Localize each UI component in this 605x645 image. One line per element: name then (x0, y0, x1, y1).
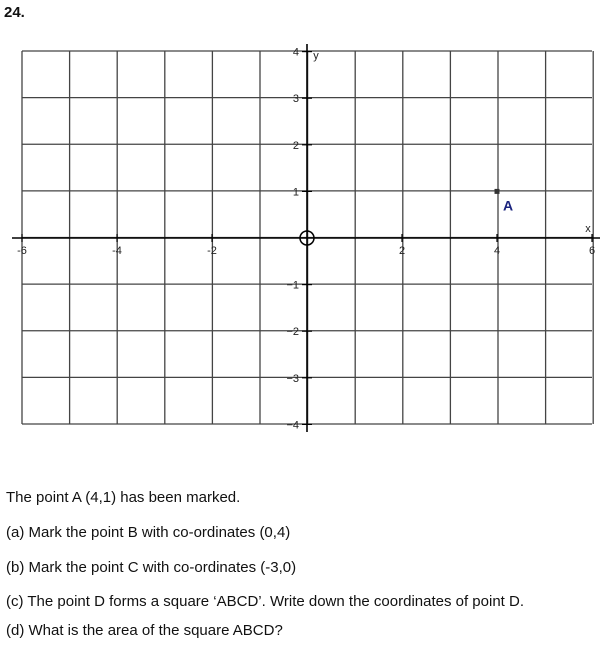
y-tick-label: 3 (292, 93, 299, 106)
x-tick-label: -4 (112, 245, 122, 257)
y-tick-label: −1 (286, 279, 299, 292)
x-tick-label: -6 (17, 245, 27, 257)
y-tick-label: 2 (292, 139, 299, 152)
question-number: 24. (4, 4, 25, 21)
x-tick-label: 6 (588, 245, 596, 257)
question-b: (b) Mark the point C with co-ordinates (-3,0) (6, 559, 297, 576)
y-tick-label: −3 (286, 372, 299, 385)
x-axis-label: x (585, 223, 591, 235)
x-tick-label: -2 (207, 245, 217, 257)
y-tick-label: −4 (286, 419, 299, 432)
question-d: (d) What is the area of the square ABCD? (6, 622, 283, 639)
question-intro: The point A (4,1) has been marked. (6, 489, 241, 506)
question-a: (a) Mark the point B with co-ordinates (0,4) (6, 524, 291, 541)
question-c: (c) The point D forms a square ‘ABCD’. Write down the coordinates of point D. (6, 593, 525, 610)
x-tick-label: 4 (493, 245, 501, 257)
x-tick-label: 2 (398, 245, 406, 257)
y-tick-label: 1 (292, 186, 299, 199)
point-a-label: A (502, 197, 514, 214)
y-tick-label: −2 (286, 326, 299, 339)
y-tick-label: 4 (292, 46, 299, 59)
y-axis-label: y (313, 50, 319, 62)
point-a-marker (495, 189, 500, 194)
